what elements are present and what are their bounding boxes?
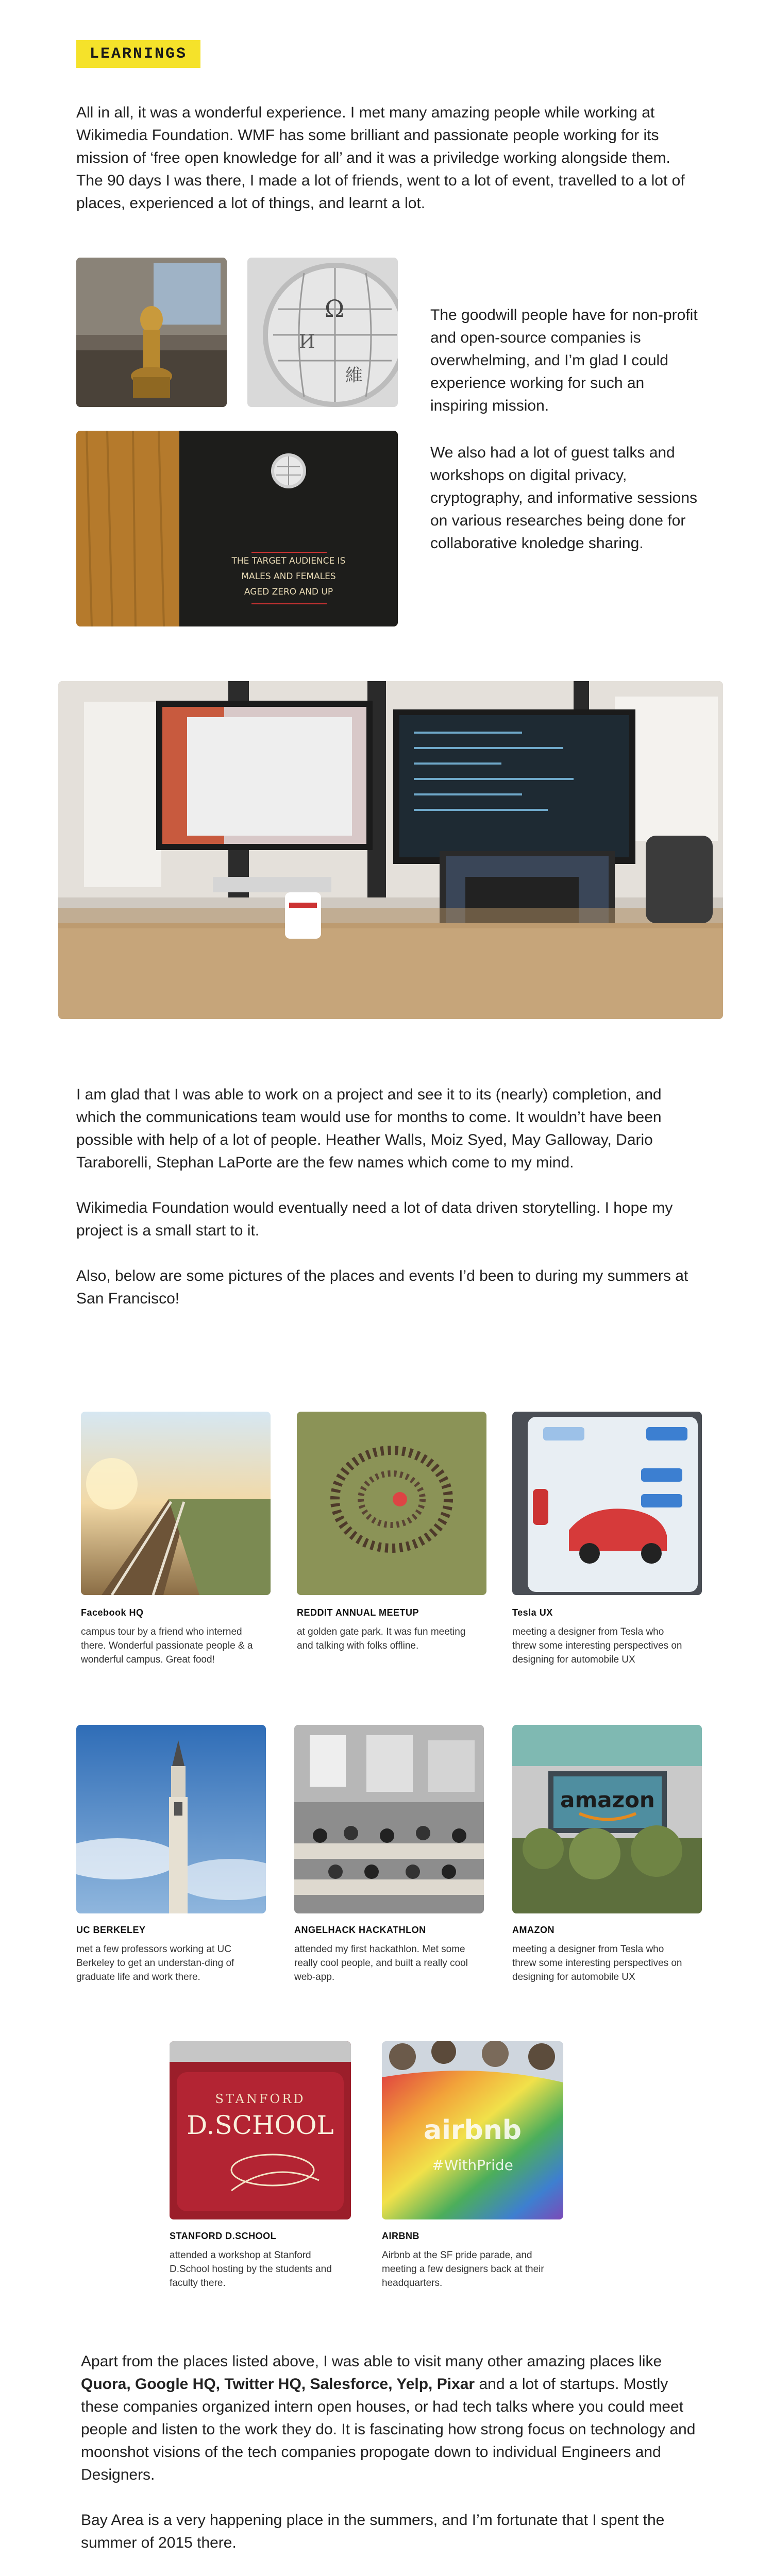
card-title-amazon: AMAZON: [512, 1925, 554, 1935]
reddit-meetup-photo: [297, 1412, 486, 1595]
card-title-reddit-meetup: REDDIT ANNUAL MEETUP: [297, 1607, 419, 1618]
card-desc-tesla-ux: meeting a designer from Tesla who threw some interesting perspectives on designing for automobile UX: [512, 1626, 682, 1665]
card-desc-amazon: meeting a designer from Tesla who threw some interesting perspectives on designing for automobile UX: [512, 1944, 682, 1982]
book-line-1: THE TARGET AUDIENCE IS: [231, 556, 346, 566]
card-desc-angelhack: attended my first hackathlon. Met some really cool people, and built a really cool web-app.: [294, 1944, 468, 1982]
glad-text: I am glad that I was able to work on a project and see it to its (nearly) completion, and which the communications team would use for months to come. It wouldn’t have been possible with help of a lot of people. Heather Walls, Moiz Syed, May Galloway, Dario Taraborelli, Stephan LaPorte are the few names which come to my mind.: [76, 1086, 662, 1171]
stanford-dschool-photo: [170, 2041, 351, 2219]
withpride-banner-text: #WithPride: [432, 2157, 513, 2174]
places-text: [81, 2350, 699, 2486]
card-title-facebook-hq: Facebook HQ: [81, 1607, 144, 1618]
airbnb-banner-text: airbnb: [423, 2115, 522, 2146]
airbnb-pride-photo: [382, 2041, 563, 2219]
pictures-intro-text: Also, below are some pictures of the places and events I’d been to during my summers at San Francisco!: [76, 1267, 688, 1307]
book-line-2: MALES AND FEMALES: [241, 571, 336, 582]
wikipedia-globe-photo: [247, 258, 398, 407]
closing-paragraphs: [81, 2350, 699, 2554]
amazon-photo: [512, 1725, 702, 1913]
facebook-hq-photo: [81, 1412, 271, 1595]
card-title-stanford-dschool: STANFORD D.SCHOOL: [170, 2231, 277, 2241]
guest-talks-paragraph: [430, 442, 698, 555]
book-photo: [76, 431, 398, 626]
uc-berkeley-photo: [76, 1725, 266, 1913]
dschool-sign-text: D.SCHOOL: [187, 2110, 334, 2140]
card-title-tesla-ux: Tesla UX: [512, 1607, 553, 1618]
card-desc-reddit-meetup: at golden gate park. It was fun meeting and talking with folks offline.: [297, 1626, 466, 1651]
svg-text:Ω: Ω: [325, 295, 345, 323]
intro-text: All in all, it was a wonderful experience. I met many amazing people while working at Wikimedia Foundation. WMF has some brilliant and passionate people working for its mission of ‘free open knowledge for all’ and it was a priviledge working alongside them. The 90 days I was there, I made a lot of friends, went to a lot of event, travelled to a lot of places, experienced a lot of things, and learnt a lot.: [76, 104, 685, 212]
learnings-tag: LEARNINGS: [76, 40, 200, 68]
amazon-sign-text: amazon: [560, 1787, 655, 1812]
svg-text:維: 維: [345, 365, 363, 386]
intro-paragraph: [76, 101, 695, 215]
places-companies: Quora, Google HQ, Twitter HQ, Salesforce, Yelp, Pixar: [81, 2376, 475, 2393]
reflection-paragraphs: [76, 1083, 695, 1310]
svg-text:И: И: [299, 331, 315, 352]
card-title-angelhack: ANGELHACK HACKATHLON: [294, 1925, 426, 1935]
tesla-ux-photo: [512, 1412, 702, 1595]
bay-area-text: Bay Area is a very happening place in the summers, and I’m fortunate that I spent the summer of 2015 there.: [81, 2512, 665, 2551]
card-title-airbnb: AIRBNB: [382, 2231, 419, 2241]
stanford-sign-text: STANFORD: [215, 2092, 306, 2106]
trophy-photo: [76, 258, 227, 407]
places-text-before: Apart from the places listed above, I was able to visit many other amazing places like: [81, 2353, 662, 2370]
card-desc-airbnb: Airbnb at the SF pride parade, and meeting a few designers back at their headquarters.: [382, 2250, 544, 2289]
book-line-3: AGED ZERO AND UP: [244, 587, 333, 597]
card-desc-uc-berkeley: met a few professors working at UC Berkeley to get an understan-ding of graduate life and work there.: [76, 1944, 234, 1982]
wmf-future-text: Wikimedia Foundation would eventually need a lot of data driven storytelling. I hope my project is a small start to it.: [76, 1199, 673, 1239]
card-desc-stanford-dschool: attended a workshop at Stanford D.School hosting by the students and faculty there.: [170, 2250, 332, 2289]
places-text-after: and a lot of startups. Mostly these companies organized intern open houses, or had tech talks where you could meet people and listen to the work they do. It is fascinating how strong focus on technology and moonshot visions of the tech companies propogate down to individual Engineers and Designers.: [81, 2376, 696, 2483]
card-desc-facebook-hq: campus tour by a friend who interned there. Wonderful passionate people & a wonderful campus. Great food!: [81, 1626, 253, 1665]
desk-workstation-photo: [58, 681, 723, 1019]
angelhack-hackathon-photo: [294, 1725, 484, 1913]
goodwill-paragraph: [430, 304, 698, 417]
guest-talks-text: We also had a lot of guest talks and workshops on digital privacy, cryptography, and informative sessions on various researches being done for collaborative knoledge sharing.: [430, 444, 698, 552]
goodwill-text: The goodwill people have for non-profit and open-source companies is overwhelming, and I’m glad I could experience working for such an inspiring mission.: [430, 307, 698, 414]
card-title-uc-berkeley: UC BERKELEY: [76, 1925, 146, 1935]
